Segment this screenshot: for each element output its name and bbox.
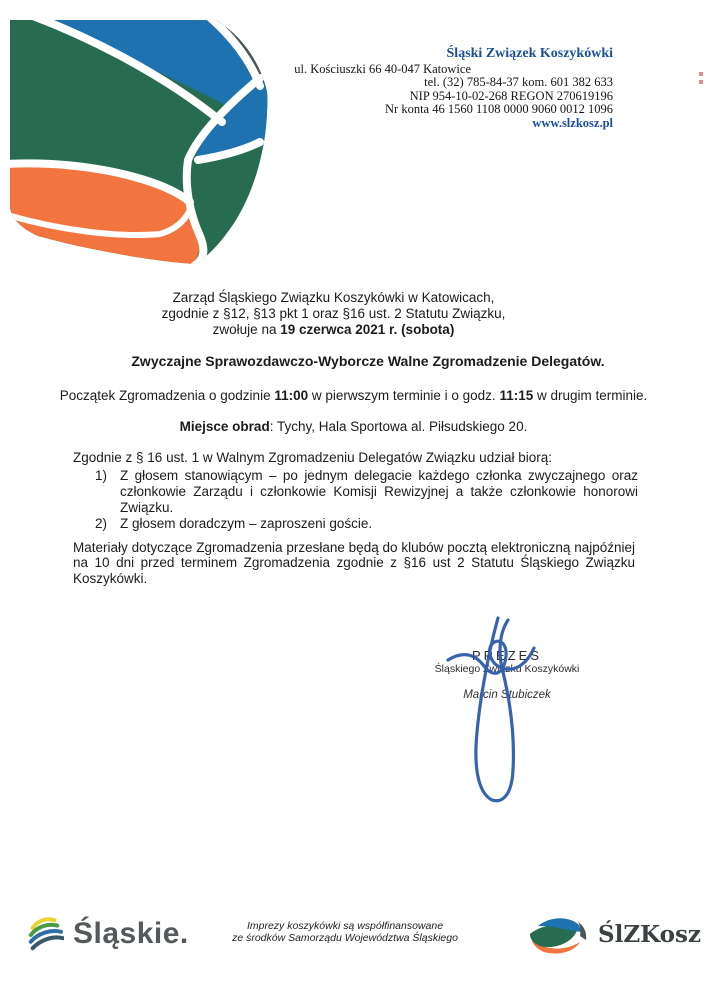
org-name: Śląski Związek Koszykówki: [446, 46, 613, 61]
list-item-number: 2): [95, 516, 108, 531]
org-bank-account: Nr konta 46 1560 1108 0000 9060 0012 1096: [385, 102, 613, 117]
region-logo: [26, 912, 189, 956]
list-item-number: 1): [95, 468, 108, 483]
intro-line-1: Zarząd Śląskiego Związku Koszykówki w Katowicach,: [172, 290, 495, 305]
list-item: [73, 516, 638, 532]
silesia-waves-icon: [26, 912, 64, 956]
participants-list: [73, 468, 638, 532]
document-title: Zwyczajne Sprawozdawczo-Wyborcze Walne Zgromadzenie Delegatów.: [131, 353, 605, 369]
funding-line-2: ze środków Samorządu Województwa Śląskiego: [232, 931, 458, 944]
basketball-logo-icon: [8, 18, 270, 264]
participants-intro: Zgodnie z § 16 ust. 1 w Walnym Zgromadzeniu Delegatów Związku udział biorą:: [73, 450, 552, 465]
signer-name: Marcin Stubiczek: [463, 689, 551, 701]
org-website: www.slzkosz.pl: [532, 115, 613, 130]
meeting-place-line: Miejsce obrad: Tychy, Hala Sportowa al. Piłsudskiego 20.: [179, 419, 528, 434]
materials-paragraph: Materiały dotyczące Zgromadzenia przesłane będą do klubów pocztą elektroniczną najpóźniej na 10 dni przed terminem Zgromadzenia zgodnie z §16 ust 2 Statutu Śląskiego Związku Koszykówki.: [73, 539, 635, 586]
association-logo: [528, 912, 701, 956]
region-logo-text: Śląskie.: [73, 917, 189, 950]
org-tax-ids: NIP 954-10-02-268 REGON 270619196: [409, 88, 613, 103]
signer-role: PREZES: [471, 648, 542, 663]
association-logo-text: ŚlZKosz: [598, 920, 701, 948]
slzkosz-ball-icon: [528, 912, 590, 956]
intro-line-2: zgodnie z §12, §13 pkt 1 oraz §16 ust. 2 Statutu Związku,: [161, 306, 506, 321]
intro-paragraph: [0, 290, 707, 338]
meeting-time-line: Początek Zgromadzenia o godzinie 11:00 w pierwszym terminie i o godz. 11:15 w drugim terminie.: [59, 388, 648, 403]
list-item-text: Z głosem doradczym – zaproszeni goście.: [120, 516, 373, 531]
scan-artifact-mark: [699, 72, 703, 88]
funding-line-1: Imprezy koszykówki są współfinansowane: [246, 920, 444, 932]
participants-section: [73, 450, 638, 532]
org-address: ul. Kościuszki 66 40-047 Katowice: [294, 62, 471, 76]
signature-scribble-icon: [438, 612, 550, 812]
list-item-text: Z głosem stanowiącym – po jednym delegacie każdego członka zwyczajnego oraz członkowie Zarządu i członkowie Komisji Rewizyjnej a także członkowie honorowi Związku.: [120, 468, 638, 515]
org-phone: tel. (32) 785-84-37 kom. 601 382 633: [424, 75, 613, 90]
signer-role-org: Śląskiego Związku Koszykówki: [434, 663, 580, 675]
letterhead: [294, 46, 613, 130]
intro-line-3: zwołuje na 19 czerwca 2021 r. (sobota): [212, 322, 455, 337]
list-item: [73, 468, 638, 516]
funding-note: [205, 921, 485, 944]
